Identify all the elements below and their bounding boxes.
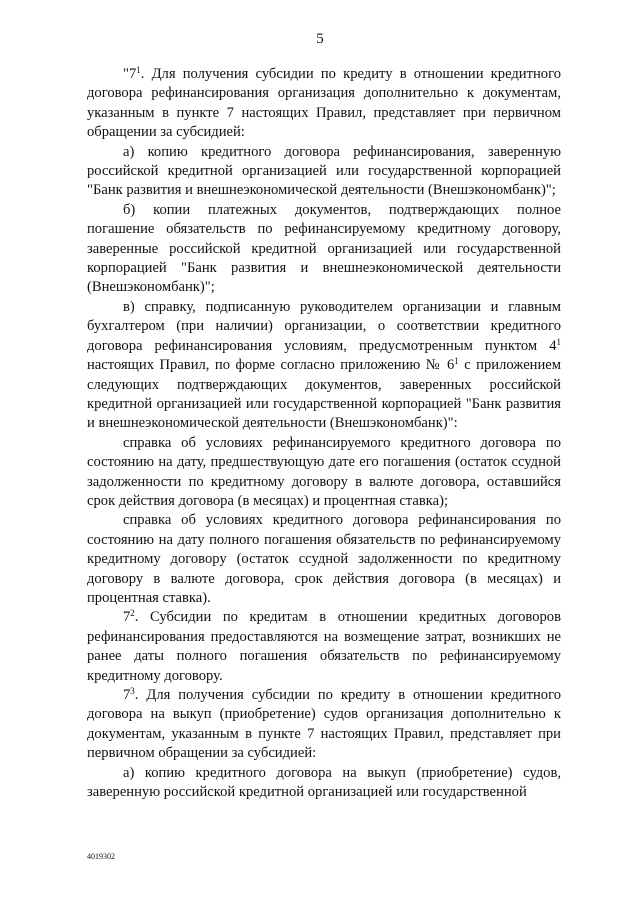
paragraph-item-b: б) копии платежных документов, подтверждающих полное погашение обязательств по рефинансируемому кредитному договору, заверенные российской кредитной организацией или государственной корпорацией "Банк развития и внешнеэкономической деятельности (Внешэкономбанк)"; — [87, 201, 561, 296]
paragraph-7-3: $7^3$. Для получения субсидии по кредиту в отношении кредитного договора на выкуп (приобретение) судов организация дополнительно к документам, указанным в пункте 7 настоящих Правил, представляет при первичном обращении за субсидией: — [87, 686, 561, 762]
document-code: 4019302 — [87, 852, 115, 861]
paragraph-reference-refinancing: справка об условиях кредитного договора рефинансирования по состоянию на дату полного погашения обязательств по рефинансируемому кредитному договору (остаток ссудной задолженности по кредитному договору в валюте договора, срок действия договора (в месяцах) и процентная ставка). — [87, 512, 561, 606]
paragraph-7-1: "$7^1$. Для получения субсидии по кредиту в отношении кредитного договора рефинансирования организация дополнительно к документам, указанным в пункте 7 настоящих Правил, представляет при первичном обращении за субсидией: — [87, 65, 561, 141]
paragraph-item-a: а) копию кредитного договора рефинансирования, заверенную российской кредитной организацией или государственной корпорацией "Банк развития и внешнеэкономической деятельности (Внешэкономбанк)"; — [87, 143, 561, 199]
paragraph-reference-refinanced: справка об условиях рефинансируемого кредитного договора по состоянию на дату, предшествующую дате его погашения (остаток ссудной задолженности по кредитному договору в валюте договора, оставшийся срок действия договора (в месяцах) и процентная ставка); — [87, 434, 561, 509]
paragraph-7-3-item-a: а) копию кредитного договора на выкуп (приобретение) судов, заверенную российской кредитной организацией или государственной — [87, 764, 561, 801]
page-number: 5 — [316, 31, 324, 47]
document-body — [87, 65, 561, 802]
paragraph-item-v: в) справку, подписанную руководителем организации и главным бухгалтером (при наличии) организации, о соответствии кредитного договора рефинансирования условиям, предусмотренным пунктом $4^1$ настоящих Правил, по форме согласно приложению № $6^1$ с приложением следующих подтверждающих документов, заверенных российской кредитной организацией или государственной корпорацией "Банк развития и внешнеэкономической деятельности (Внешэкономбанк)": — [87, 298, 561, 432]
paragraph-7-2: $7^2$. Субсидии по кредитам в отношении кредитных договоров рефинансирования предоставляются на возмещение затрат, возникших не ранее даты полного погашения обязательств по рефинансируемому кредитному договору. — [87, 608, 561, 684]
